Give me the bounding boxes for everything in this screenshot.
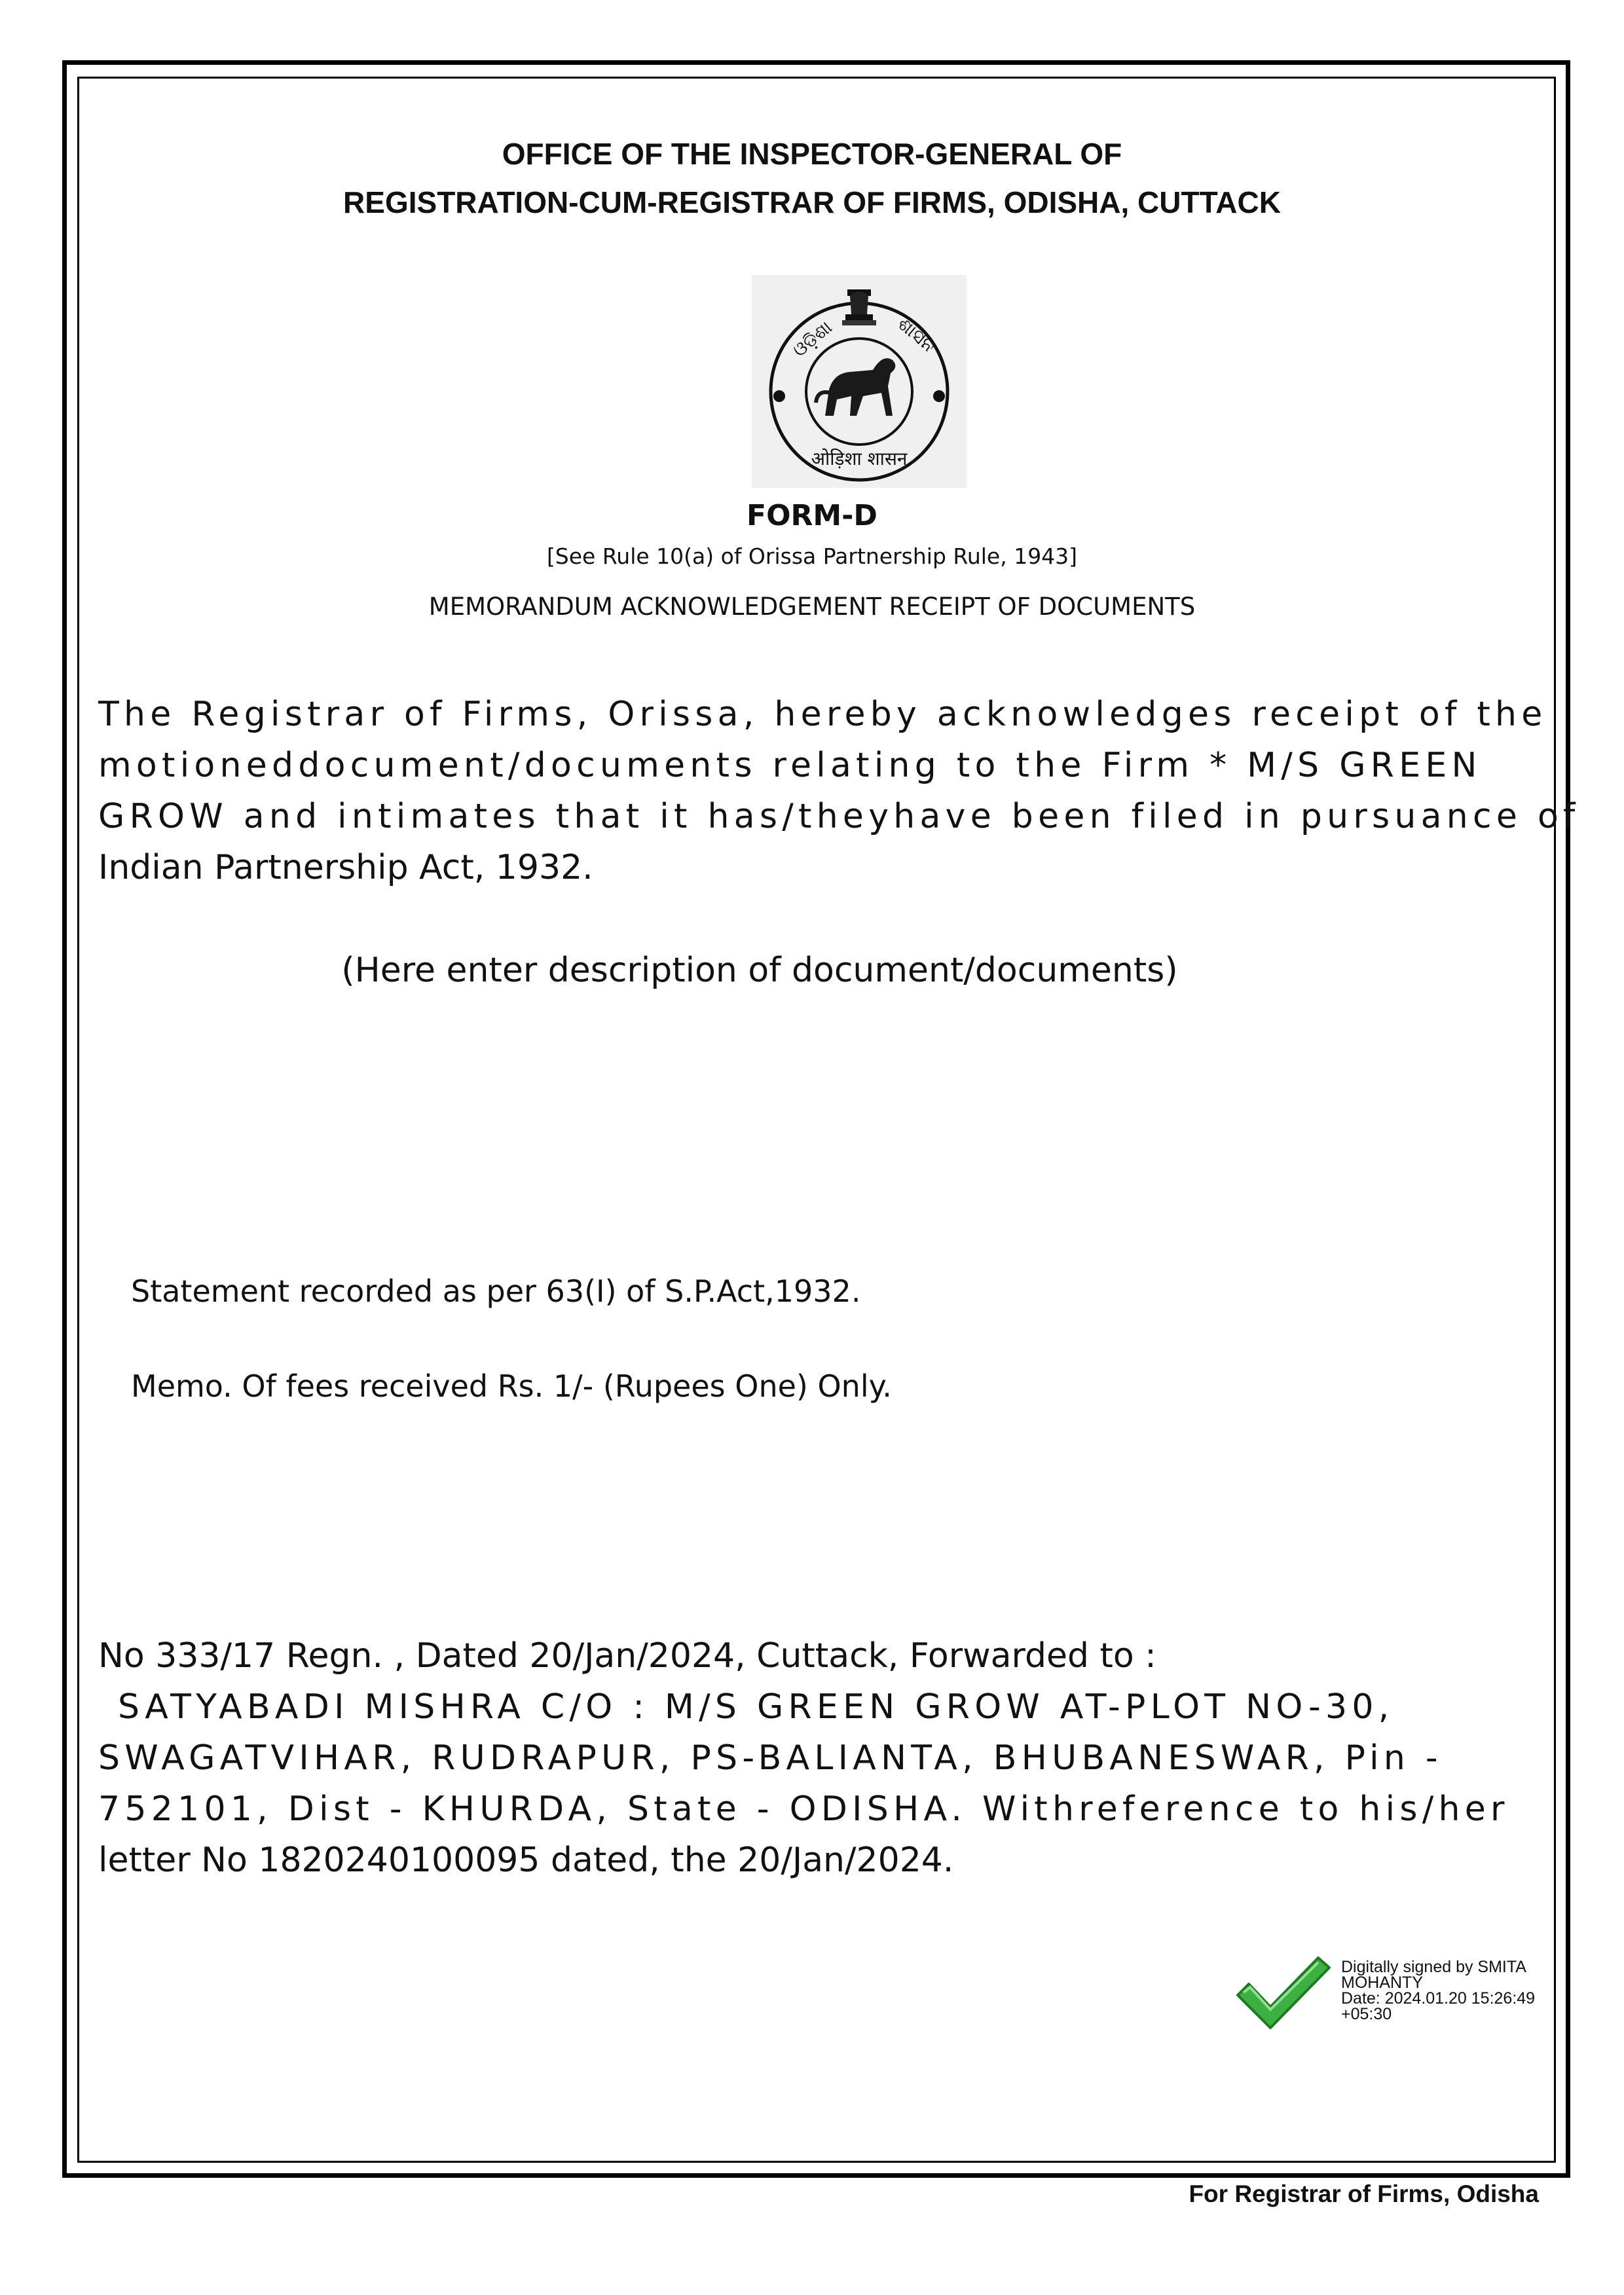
body-line-1: The Registrar of Firms, Orissa, hereby acknowledges receipt of the	[98, 695, 1547, 734]
memo-fees: Memo. Of fees received Rs. 1/- (Rupees One) Only.	[131, 1368, 892, 1404]
statement-recorded: Statement recorded as per 63(I) of S.P.Act,1932.	[131, 1274, 861, 1309]
memorandum-title: MEMORANDUM ACKNOWLEDGEMENT RECEIPT OF DOCUMENTS	[428, 593, 1196, 621]
registrar-signatory: For Registrar of Firms, Odisha	[1189, 2180, 1539, 2207]
signature-line-1: Digitally signed by SMITA	[1341, 1958, 1526, 1976]
odisha-government-seal-icon	[752, 275, 967, 488]
body-line-4: Indian Partnership Act, 1932.	[98, 848, 593, 887]
office-header-line-1: OFFICE OF THE INSPECTOR-GENERAL OF	[502, 137, 1122, 171]
emblem-text-bottom: ओड़िशा शासन	[811, 448, 908, 469]
green-checkmark-icon	[1234, 1955, 1333, 2033]
office-header-line-2: REGISTRATION-CUM-REGISTRAR OF FIRMS, ODISHA, CUTTACK	[343, 185, 1281, 219]
signature-date: Date: 2024.01.20 15:26:49	[1341, 1989, 1536, 2008]
form-title: FORM-D	[747, 499, 877, 532]
document-description-note: (Here enter description of document/documents)	[341, 951, 1178, 990]
form-rule-reference: [See Rule 10(a) of Orissa Partnership Rule, 1943]	[546, 543, 1078, 569]
forwarding-line-2: SATYABADI MISHRA C/O : M/S GREEN GROW AT-PLOT NO-30,	[118, 1687, 1394, 1727]
signature-line-2: MOHANTY	[1341, 1974, 1423, 1992]
forwarding-line-4: 752101, Dist - KHURDA, State - ODISHA. Withreference to his/her	[98, 1790, 1509, 1829]
body-line-3: GROW and intimates that it has/theyhave been filed in pursuance of	[98, 797, 1580, 836]
emblem-text-top-left: ଓଡ଼ିଶା	[788, 316, 836, 361]
digital-signature-block	[1341, 1959, 1535, 2022]
body-line-2: motioneddocument/documents relating to the Firm * M/S GREEN	[98, 746, 1482, 785]
forwarding-line-3: SWAGATVIHAR, RUDRAPUR, PS-BALIANTA, BHUBANESWAR, Pin -	[98, 1738, 1443, 1778]
signature-timezone: +05:30	[1341, 2005, 1392, 2023]
forwarding-line-5: letter No 1820240100095 dated, the 20/Jan/2024.	[98, 1841, 954, 1880]
forwarding-line-1: No 333/17 Regn. , Dated 20/Jan/2024, Cuttack, Forwarded to :	[98, 1636, 1156, 1676]
emblem-text-top-right: ଶାସନ	[893, 312, 940, 357]
